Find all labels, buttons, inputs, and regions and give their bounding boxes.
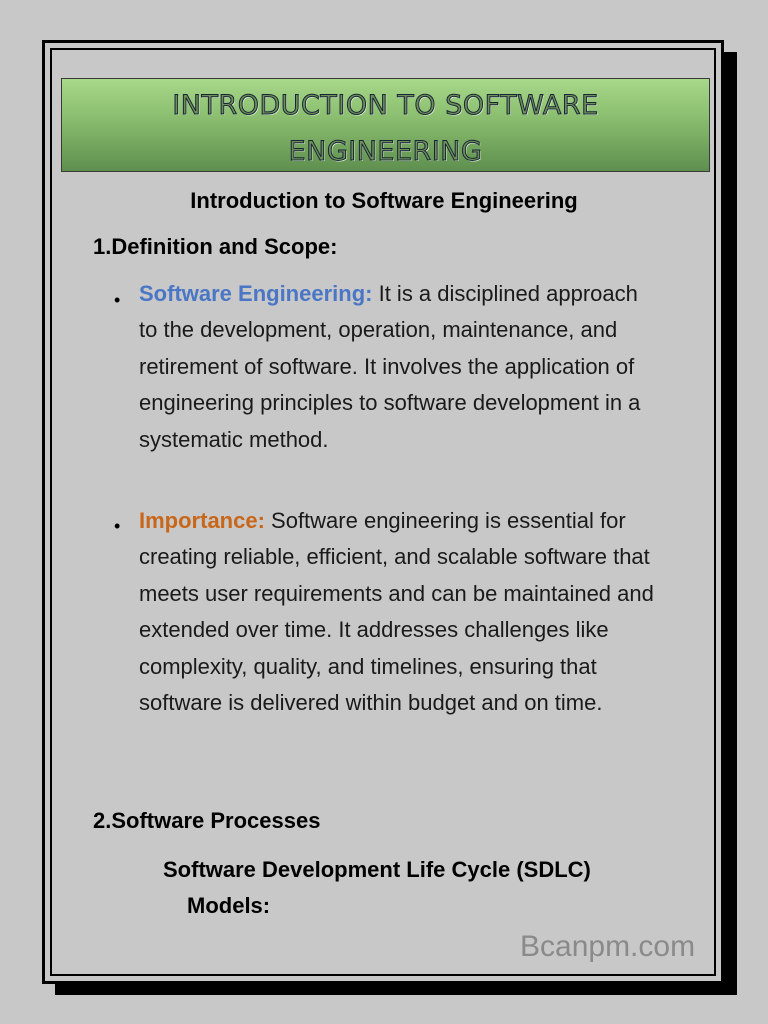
- section-heading-definition: 1.Definition and Scope:: [93, 234, 338, 259]
- sdlc-subheading: [163, 852, 663, 924]
- document-subtitle: Introduction to Software Engineering: [190, 188, 578, 213]
- bullet-text: It is a disciplined approach to the development, operation, maintenance, and retirement of software. It involves the application of engineering principles to software development in a systematic method.: [139, 281, 641, 452]
- section-heading-processes: 2.Software Processes: [93, 808, 321, 833]
- bullet-term: Importance:: [139, 508, 265, 533]
- bullet-term: Software Engineering:: [139, 281, 373, 306]
- bullet-dot: •: [114, 516, 121, 536]
- bullet-text: Software engineering is essential for creating reliable, efficient, and scalable software that meets user requirements and can be maintained and extended over time. It addresses challenges like complexity, quality, and timelines, ensuring that software is delivered within budget and on time.: [139, 508, 654, 716]
- bullet-importance: [139, 503, 659, 721]
- banner-title-line1: INTRODUCTION TO SOFTWARE: [172, 90, 599, 121]
- sdlc-subheading-line1: Software Development Life Cycle (SDLC): [163, 857, 591, 882]
- sdlc-subheading-line2: Models:: [187, 893, 271, 918]
- banner-title-line2: ENGINEERING: [288, 136, 483, 167]
- bullet-dot: •: [114, 290, 121, 310]
- banner-title: [62, 79, 709, 175]
- title-banner: [61, 78, 710, 172]
- bullet-software-engineering: [139, 276, 659, 458]
- watermark: Bcanpm.com: [520, 930, 696, 963]
